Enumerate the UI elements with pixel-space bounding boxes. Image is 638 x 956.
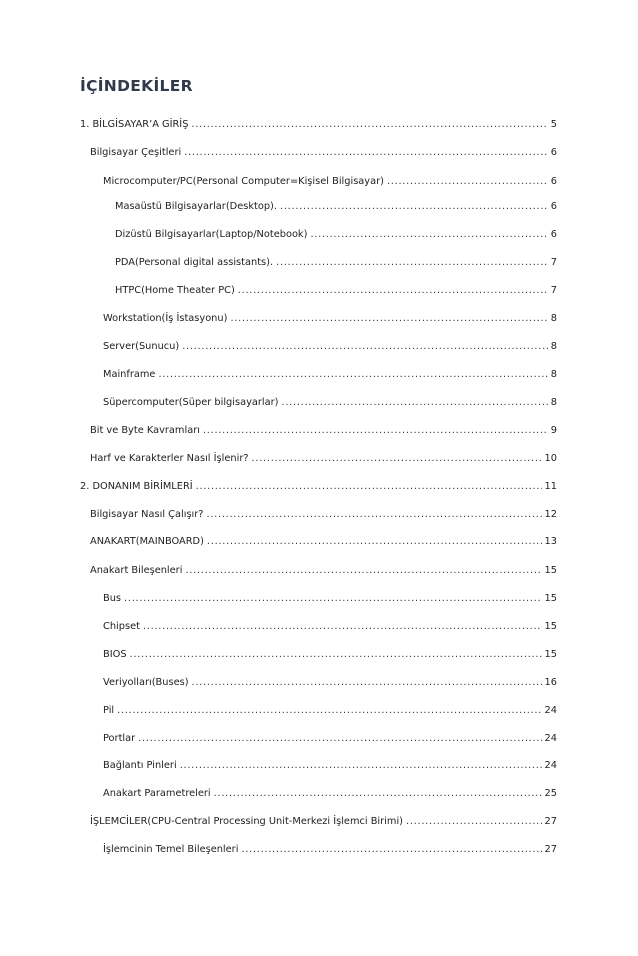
dot-leader — [276, 256, 548, 270]
toc-entry[interactable] — [0, 368, 638, 382]
dot-leader — [192, 676, 542, 690]
toc-entry-label: 1. BİLGİSAYAR’A GİRİŞ — [80, 119, 189, 130]
toc-entry[interactable] — [0, 175, 638, 189]
dot-leader — [143, 620, 542, 634]
toc-entry[interactable] — [0, 284, 638, 298]
toc-entry-label: Microcomputer/PC(Personal Computer=Kişisel Bilgisayar) — [103, 176, 384, 187]
dot-leader — [130, 648, 542, 662]
toc-entry[interactable] — [0, 424, 638, 438]
toc-entry[interactable] — [0, 452, 638, 466]
toc-entry-label: Server(Sunucu) — [103, 341, 180, 352]
toc-entry[interactable] — [0, 787, 638, 801]
dot-leader — [138, 732, 541, 746]
toc-entry[interactable] — [0, 340, 638, 354]
toc-entry[interactable] — [0, 564, 638, 578]
toc-entry[interactable] — [0, 396, 638, 410]
toc-entry-page: 15 — [544, 621, 557, 632]
toc-entry-label: Masaüstü Bilgisayarlar(Desktop). — [115, 201, 277, 212]
toc-entry-page: 15 — [544, 649, 557, 660]
toc-entry[interactable] — [0, 620, 638, 634]
toc-entry-label: Bilgisayar Çeşitleri — [90, 147, 182, 158]
toc-entry-label: İşlemcinin Temel Bileşenleri — [103, 844, 239, 855]
toc-entry[interactable] — [0, 648, 638, 662]
toc-entry-page: 16 — [544, 677, 557, 688]
toc-entry-label: Veriyolları(Buses) — [103, 677, 189, 688]
toc-entry-label: ANAKART(MAINBOARD) — [90, 536, 204, 547]
toc-entry[interactable] — [0, 228, 638, 242]
toc-entry-label: Bilgisayar Nasıl Çalışır? — [90, 509, 204, 520]
toc-entry-page: 24 — [544, 760, 557, 771]
dot-leader — [387, 175, 548, 189]
toc-entry-label: Bit ve Byte Kavramları — [90, 425, 200, 436]
toc-entry-page: 8 — [550, 313, 557, 324]
dot-leader — [117, 704, 541, 718]
toc-entry-page: 12 — [544, 509, 557, 520]
toc-entry[interactable] — [0, 732, 638, 746]
toc-entry[interactable] — [0, 256, 638, 270]
toc-entry[interactable] — [0, 676, 638, 690]
dot-leader — [124, 592, 541, 606]
toc-entry-page: 27 — [544, 844, 557, 855]
toc-entry[interactable] — [0, 843, 638, 857]
toc-entry-label: HTPC(Home Theater PC) — [115, 285, 235, 296]
dot-leader — [182, 340, 548, 354]
toc-entry-page: 15 — [544, 565, 557, 576]
toc-entry-page: 24 — [544, 705, 557, 716]
toc-entry-page: 10 — [544, 453, 557, 464]
dot-leader — [230, 312, 547, 326]
toc-entry-label: 2. DONANIM BİRİMLERİ — [80, 481, 193, 492]
toc-entry-label: Anakart Parametreleri — [103, 788, 211, 799]
dot-leader — [241, 843, 541, 857]
toc-entry-page: 27 — [544, 816, 557, 827]
toc-entry-label: Chipset — [103, 621, 140, 632]
toc-entry[interactable] — [0, 704, 638, 718]
toc-entry-page: 7 — [550, 257, 557, 268]
toc-entry[interactable] — [0, 508, 638, 522]
toc-entry-label: Portlar — [103, 733, 136, 744]
toc-entry[interactable] — [0, 312, 638, 326]
toc-entry-label: Bağlantı Pinleri — [103, 760, 177, 771]
toc-entry-page: 8 — [550, 341, 557, 352]
dot-leader — [238, 284, 548, 298]
toc-entry[interactable] — [0, 535, 638, 549]
toc-entry-label: Dizüstü Bilgisayarlar(Laptop/Notebook) — [115, 229, 308, 240]
toc-entry-page: 6 — [550, 229, 557, 240]
toc-entry-page: 11 — [544, 481, 557, 492]
toc-entry[interactable] — [0, 146, 638, 160]
dot-leader — [310, 228, 547, 242]
dot-leader — [214, 787, 542, 801]
toc-entry-label: İŞLEMCİLER(CPU-Central Processing Unit-Merkezi İşlemci Birimi) — [90, 816, 403, 827]
toc-entry-page: 6 — [550, 201, 557, 212]
toc-entry[interactable] — [0, 592, 638, 606]
toc-entry-label: Harf ve Karakterler Nasıl İşlenir? — [90, 453, 249, 464]
toc-entry-label: Bus — [103, 593, 122, 604]
toc-entry-label: Süpercomputer(Süper bilgisayarlar) — [103, 397, 279, 408]
toc-entry[interactable] — [0, 480, 638, 494]
dot-leader — [191, 118, 547, 132]
toc-entry-label: Anakart Bileşenleri — [90, 565, 183, 576]
toc-entry[interactable] — [0, 815, 638, 829]
dot-leader — [252, 452, 542, 466]
toc-entry-page: 5 — [550, 119, 557, 130]
toc-entry-page: 25 — [544, 788, 557, 799]
toc-entry[interactable] — [0, 200, 638, 214]
toc-entry-page: 6 — [550, 176, 557, 187]
toc-entry[interactable] — [0, 759, 638, 773]
toc-entry-label: Workstation(İş İstasyonu) — [103, 313, 228, 324]
dot-leader — [196, 480, 542, 494]
toc-entry-page: 9 — [550, 425, 557, 436]
dot-leader — [207, 508, 542, 522]
toc-title: İÇİNDEKİLER — [80, 77, 193, 95]
dot-leader — [280, 200, 548, 214]
dot-leader — [282, 396, 548, 410]
toc-entry-page: 7 — [550, 285, 557, 296]
toc-entry[interactable] — [0, 118, 638, 132]
toc-entry-label: PDA(Personal digital assistants). — [115, 257, 274, 268]
toc-entry-page: 24 — [544, 733, 557, 744]
dot-leader — [406, 815, 542, 829]
toc-entry-page: 13 — [544, 536, 557, 547]
dot-leader — [185, 564, 541, 578]
dot-leader — [184, 146, 548, 160]
dot-leader — [207, 535, 542, 549]
toc-entry-page: 8 — [550, 369, 557, 380]
toc-entry-label: BIOS — [103, 649, 127, 660]
toc-entry-page: 6 — [550, 147, 557, 158]
toc-entry-label: Mainframe — [103, 369, 156, 380]
toc-entry-label: Pil — [103, 705, 115, 716]
dot-leader — [180, 759, 542, 773]
dot-leader — [158, 368, 547, 382]
toc-entry-page: 15 — [544, 593, 557, 604]
dot-leader — [203, 424, 548, 438]
toc-entry-page: 8 — [550, 397, 557, 408]
